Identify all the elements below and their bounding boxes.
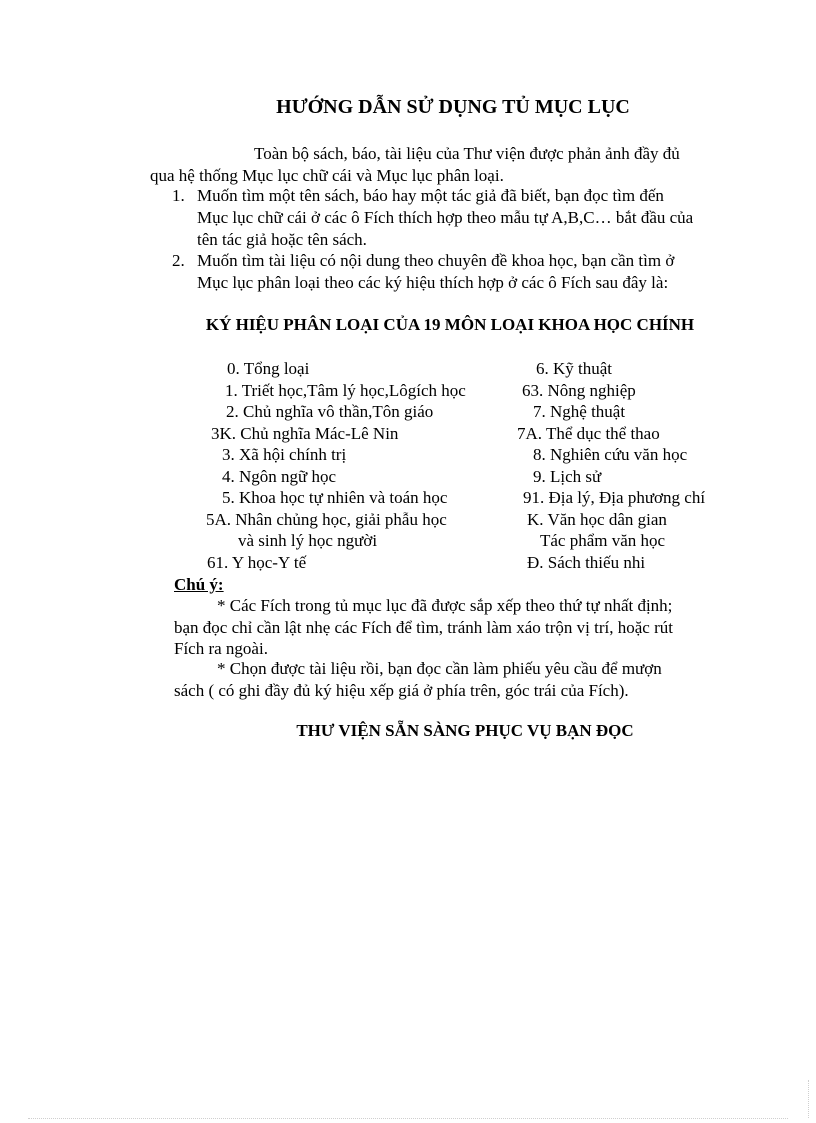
- classification-entry: 6. Kỹ thuật: [536, 359, 613, 378]
- closing-statement: THƯ VIỆN SẴN SÀNG PHỤC VỤ BẠN ĐỌC: [296, 721, 634, 740]
- classification-heading: KÝ HIỆU PHÂN LOẠI CỦA 19 MÔN LOẠI KHOA HỌC CHÍNH: [205, 315, 695, 334]
- classification-entry: 91. Địa lý, Địa phương chí: [523, 488, 706, 507]
- page-right-border: [808, 1080, 809, 1118]
- note-line: sách ( có ghi đầy đủ ký hiệu xếp giá ở phía trên, góc trái của Fích).: [174, 681, 629, 700]
- note-line: Fích ra ngoài.: [174, 639, 268, 658]
- classification-entry: 5. Khoa học tự nhiên và toán học: [222, 488, 448, 507]
- page-bottom-border: [28, 1118, 788, 1119]
- intro-line-1: Toàn bộ sách, báo, tài liệu của Thư viện được phản ảnh đầy đủ: [254, 144, 680, 163]
- page-title: HƯỚNG DẪN SỬ DỤNG TỦ MỤC LỤC: [276, 96, 630, 118]
- note-line: bạn đọc chỉ cần lật nhẹ các Fích để tìm, tránh làm xáo trộn vị trí, hoặc rút: [174, 618, 673, 637]
- intro-line-2: qua hệ thống Mục lục chữ cái và Mục lục phân loại.: [150, 166, 504, 185]
- instruction-line: Mục lục phân loại theo các ký hiệu thích hợp ở các ô Fích sau đây là:: [197, 273, 669, 292]
- note-line: * Các Fích trong tủ mục lục đã được sắp xếp theo thứ tự nhất định;: [217, 596, 673, 615]
- classification-entry: 4. Ngôn ngữ học: [222, 467, 337, 486]
- classification-entry: 2. Chủ nghĩa vô thần,Tôn giáo: [226, 402, 434, 421]
- classification-entry: 61. Y học-Y tế: [207, 553, 307, 572]
- classification-entry: 3. Xã hội chính trị: [222, 445, 347, 464]
- note-line: * Chọn được tài liệu rồi, bạn đọc cần làm phiếu yêu cầu để mượn: [217, 659, 662, 678]
- classification-entry: 1. Triết học,Tâm lý học,Lôgích học: [225, 381, 466, 400]
- instruction-line: Mục lục chữ cái ở các ô Fích thích hợp theo mẫu tự A,B,C… bắt đầu của: [197, 208, 694, 227]
- instruction-line: tên tác giả hoặc tên sách.: [197, 230, 367, 249]
- classification-entry: K. Văn học dân gian: [527, 510, 667, 529]
- classification-entry: Tác phẩm văn học: [540, 531, 666, 550]
- classification-entry: 7. Nghệ thuật: [533, 402, 626, 421]
- classification-entry: 3K. Chủ nghĩa Mác-Lê Nin: [211, 424, 399, 443]
- instruction-line: Muốn tìm tài liệu có nội dung theo chuyên đề khoa học, bạn cần tìm ở: [197, 251, 675, 270]
- instruction-number: 2.: [172, 251, 185, 270]
- classification-entry: 7A. Thể dục thể thao: [517, 424, 660, 443]
- classification-entry: 9. Lịch sử: [533, 467, 602, 486]
- note-label: Chú ý:: [174, 575, 224, 594]
- instruction-line: Muốn tìm một tên sách, báo hay một tác giả đã biết, bạn đọc tìm đến: [197, 186, 664, 205]
- classification-entry: và sinh lý học người: [238, 531, 378, 550]
- classification-entry: Đ. Sách thiếu nhi: [527, 553, 646, 572]
- classification-entry: 63. Nông nghiệp: [522, 381, 636, 400]
- classification-entry: 8. Nghiên cứu văn học: [533, 445, 688, 464]
- classification-entry: 5A. Nhân chủng học, giải phẫu học: [206, 510, 447, 529]
- instruction-number: 1.: [172, 186, 185, 205]
- classification-entry: 0. Tổng loại: [227, 359, 310, 378]
